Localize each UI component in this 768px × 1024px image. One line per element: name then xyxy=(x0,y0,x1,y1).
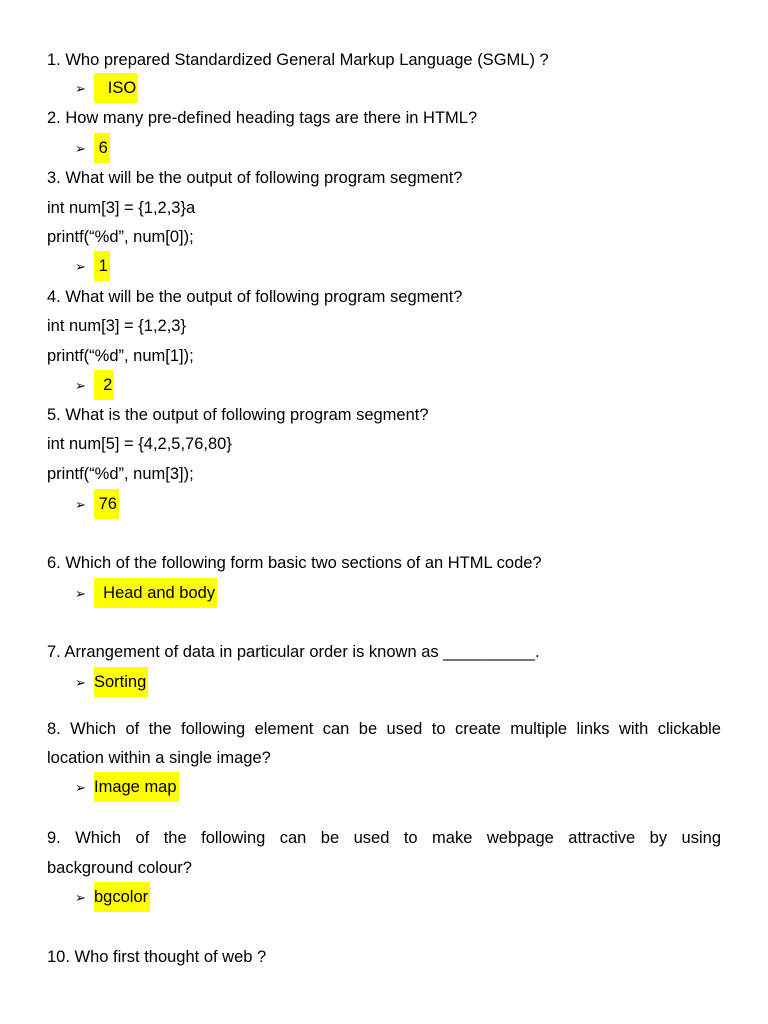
answer-8-text: Image map xyxy=(94,772,179,802)
arrow-bullet-icon: ➢ xyxy=(75,889,86,905)
answer-4 xyxy=(75,370,114,400)
arrow-bullet-icon: ➢ xyxy=(75,496,86,512)
arrow-bullet-icon: ➢ xyxy=(75,585,86,601)
arrow-bullet-icon: ➢ xyxy=(75,377,86,393)
answer-6-text: Head and body xyxy=(94,578,217,608)
question-5: 5. What is the output of following program segment? xyxy=(47,406,429,424)
answer-1 xyxy=(75,73,138,103)
question-6: 6. Which of the following form basic two sections of an HTML code? xyxy=(47,554,542,572)
answer-5 xyxy=(75,489,119,519)
answer-4-text: 2 xyxy=(94,370,114,400)
question-3-code-line-1: int num[3] = {1,2,3}a xyxy=(47,199,196,217)
answer-2-text: 6 xyxy=(94,133,110,163)
arrow-bullet-icon: ➢ xyxy=(75,258,86,274)
question-9-line-2: background colour? xyxy=(47,859,192,877)
question-7: 7. Arrangement of data in particular order is known as __________. xyxy=(47,643,540,661)
question-4-code-line-2: printf(“%d”, num[1]); xyxy=(47,347,194,365)
question-10: 10. Who first thought of web ? xyxy=(47,948,267,966)
answer-7-text: Sorting xyxy=(94,667,148,697)
arrow-bullet-icon: ➢ xyxy=(75,779,86,795)
answer-2 xyxy=(75,133,110,163)
question-5-code-line-2: printf(“%d”, num[3]); xyxy=(47,465,194,483)
answer-3 xyxy=(75,251,110,281)
answer-9-text: bgcolor xyxy=(94,882,150,912)
arrow-bullet-icon: ➢ xyxy=(75,674,86,690)
arrow-bullet-icon: ➢ xyxy=(75,80,86,96)
question-4: 4. What will be the output of following program segment? xyxy=(47,288,463,306)
answer-8 xyxy=(75,772,179,802)
question-3: 3. What will be the output of following program segment? xyxy=(47,169,463,187)
answer-3-text: 1 xyxy=(94,251,110,281)
answer-9 xyxy=(75,882,150,912)
question-9-line-1: 9. Which of the following can be used to make webpage attractive by using xyxy=(47,829,721,847)
question-4-code-line-1: int num[3] = {1,2,3} xyxy=(47,317,186,335)
question-8-line-2: location within a single image? xyxy=(47,749,271,767)
question-2: 2. How many pre-defined heading tags are there in HTML? xyxy=(47,109,478,127)
answer-6 xyxy=(75,578,217,608)
question-3-code-line-2: printf(“%d”, num[0]); xyxy=(47,228,194,246)
question-8-line-1: 8. Which of the following element can be used to create multiple links with clickable xyxy=(47,720,721,738)
question-1: 1. Who prepared Standardized General Markup Language (SGML) ? xyxy=(47,51,549,69)
answer-5-text: 76 xyxy=(94,489,119,519)
answer-1-text: ISO xyxy=(94,73,138,103)
answer-7 xyxy=(75,667,148,697)
arrow-bullet-icon: ➢ xyxy=(75,140,86,156)
question-5-code-line-1: int num[5] = {4,2,5,76,80} xyxy=(47,435,232,453)
